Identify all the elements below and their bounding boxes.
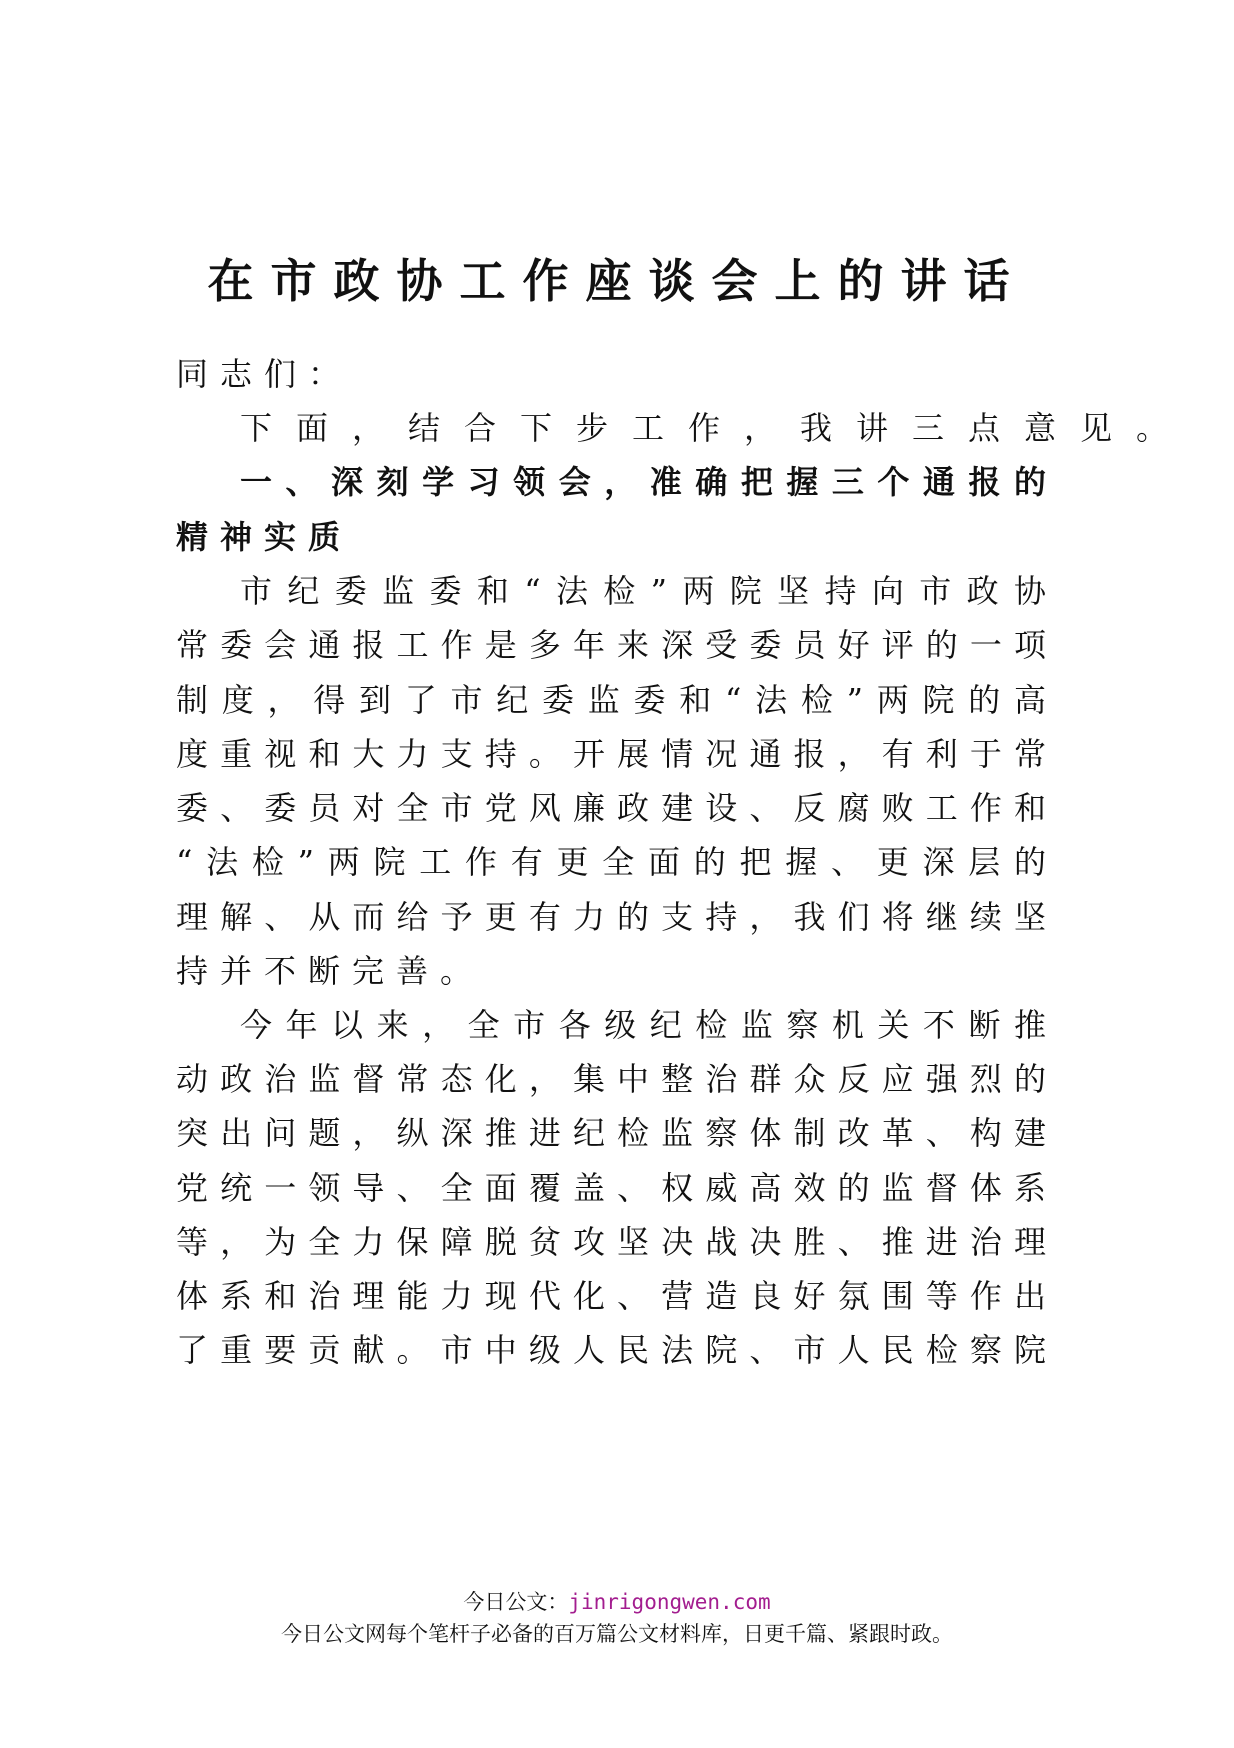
- paragraph-line: 度重视和大力支持。开展情况通报，有利于常: [176, 735, 1058, 773]
- footer-slogan: 今日公文网每个笔杆子必备的百万篇公文材料库，日更千篇、紧跟时政。: [281, 1622, 953, 1646]
- footer-site-label: 今日公文：: [463, 1590, 569, 1614]
- paragraph-line: 今年以来，全市各级纪检监察机关不断推: [240, 1006, 1058, 1044]
- paragraph-line: 理解、从而给予更有力的支持，我们将继续坚: [176, 898, 1058, 936]
- page-title: 在市政协工作座谈会上的讲话: [207, 254, 1027, 308]
- intro-paragraph: 下面，结合下步工作，我讲三点意见。: [240, 409, 1193, 447]
- paragraph-line: 了重要贡献。市中级人民法院、市人民检察院: [176, 1331, 1058, 1369]
- paragraph-line: 持并不断完善。: [176, 952, 485, 990]
- paragraph-line: 委、委员对全市党风廉政建设、反腐败工作和: [176, 789, 1058, 827]
- footer-site: [0, 1592, 1234, 1613]
- paragraph-line: 体系和治理能力现代化、营造良好氛围等作出: [176, 1277, 1058, 1315]
- paragraph-line: 等，为全力保障脱贫攻坚决战决胜、推进治理: [176, 1223, 1058, 1261]
- section-heading-line-2: 精神实质: [176, 518, 353, 556]
- paragraph-line: “法检”两院工作有更全面的把握、更深层的: [176, 843, 1058, 881]
- paragraph-line: 市纪委监委和“法检”两院坚持向市政协: [240, 572, 1058, 610]
- section-heading-line-1: 一、深刻学习领会，准确把握三个通报的: [240, 463, 1058, 501]
- paragraph-line: 党统一领导、全面覆盖、权威高效的监督体系: [176, 1169, 1058, 1207]
- footer-site-link[interactable]: jinrigongwen.com: [568, 1590, 771, 1614]
- greeting: 同志们：: [176, 355, 353, 393]
- paragraph-line: 突出问题，纵深推进纪检监察体制改革、构建: [176, 1114, 1058, 1152]
- paragraph-line: 动政治监督常态化，集中整治群众反应强烈的: [176, 1060, 1058, 1098]
- paragraph-line: 常委会通报工作是多年来深受委员好评的一项: [176, 626, 1058, 664]
- paragraph-line: 制度，得到了市纪委监委和“法检”两院的高: [176, 681, 1058, 719]
